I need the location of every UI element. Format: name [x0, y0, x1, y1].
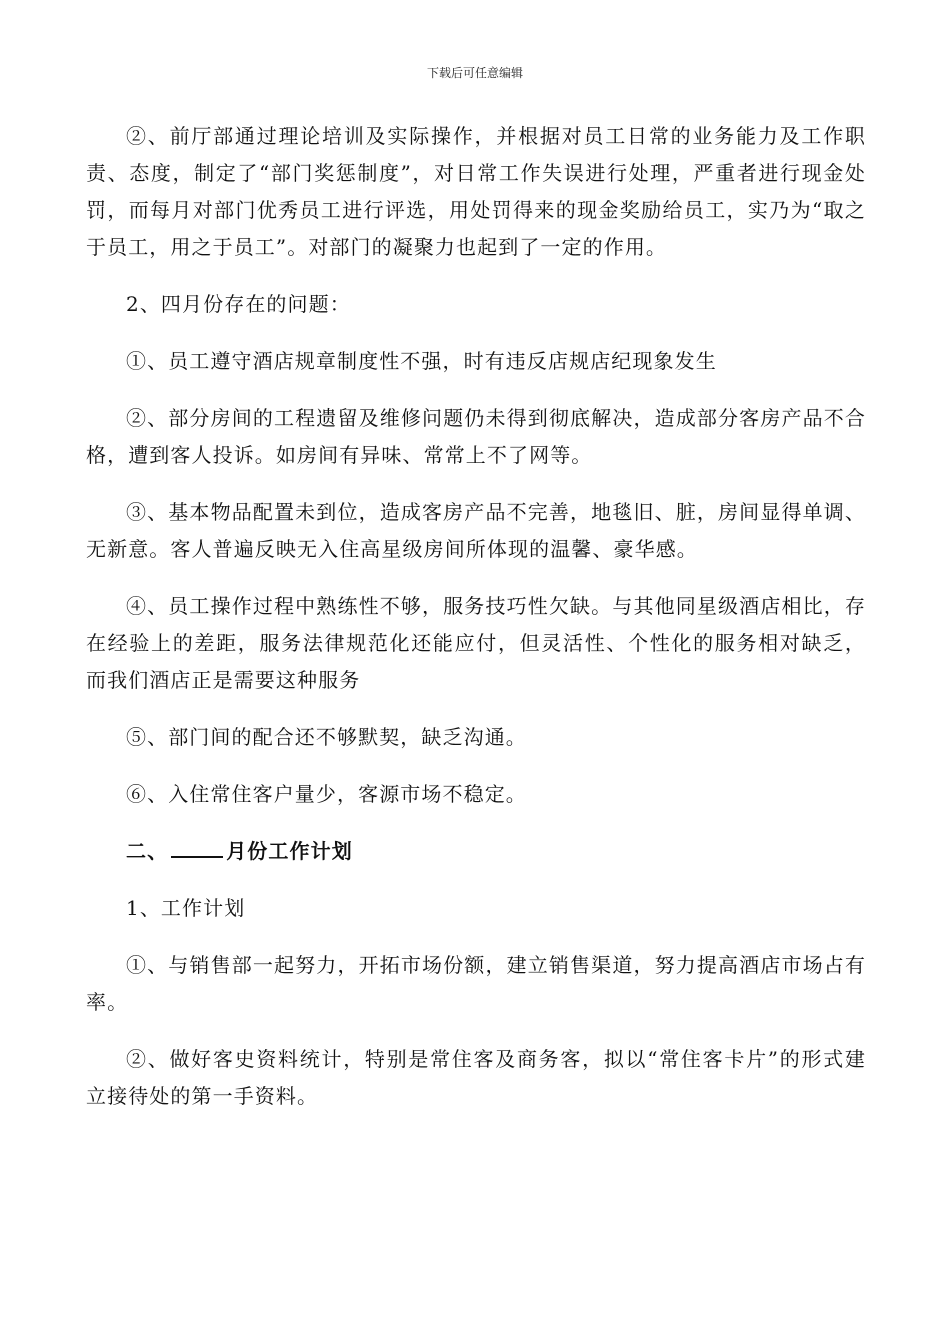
section-heading-work-plan — [86, 833, 866, 870]
paragraph-problem-5: ⑤、部门间的配合还不够默契，缺乏沟通。 — [126, 725, 527, 749]
paragraph-problem-4: ④、员工操作过程中熟练性不够，服务技巧性欠缺。与其他同星级酒店相比，存在经验上的差距，服务法律规范化还能应付，但灵活性、个性化的服务相对缺乏，而我们酒店正是需要这种服务 — [86, 594, 866, 692]
paragraph-plan-1: ①、与销售部一起努力，开拓市场份额，建立销售渠道，努力提高酒店市场占有率。 — [86, 953, 866, 1014]
paragraph-plan-title: 1、工作计划 — [126, 896, 246, 920]
section-heading-suffix: 月份工作计划 — [226, 839, 353, 863]
paragraph-problem-2: ②、部分房间的工程遗留及维修问题仍未得到彻底解决，造成部分客房产品不合格，遭到客人投诉。如房间有异味、常常上不了网等。 — [86, 406, 866, 467]
blank-underline — [171, 840, 223, 858]
paragraph-april-problems-title: 2、四月份存在的问题： — [126, 292, 351, 316]
section-heading-prefix: 二、 — [126, 839, 169, 863]
paragraph-problem-6: ⑥、入住常住客户量少，客源市场不稳定。 — [126, 782, 527, 806]
paragraph-department-rewards: ②、前厅部通过理论培训及实际操作，并根据对员工日常的业务能力及工作职责、态度，制定了“部门奖惩制度”，对日常工作失误进行处理，严重者进行现金处罚，而每月对部门优秀员工进行评选，用处罚得来的现金奖励给员工，实乃为“取之于员工，用之于员工”。对部门的凝聚力也起到了一定的作用。 — [86, 124, 866, 259]
paragraph-problem-3: ③、基本物品配置未到位，造成客房产品不完善，地毯旧、脏，房间显得单调、无新意。客人普遍反映无入住高星级房间所体现的温馨、豪华感。 — [86, 500, 866, 561]
page-header-note: 下载后可任意编辑 — [426, 66, 523, 80]
document-body — [86, 118, 866, 1135]
paragraph-plan-2: ②、做好客史资料统计，特别是常住客及商务客，拟以“常住客卡片”的形式建立接待处的第一手资料。 — [86, 1047, 866, 1108]
paragraph-problem-1: ①、员工遵守酒店规章制度性不强，时有违反店规店纪现象发生 — [126, 349, 717, 373]
